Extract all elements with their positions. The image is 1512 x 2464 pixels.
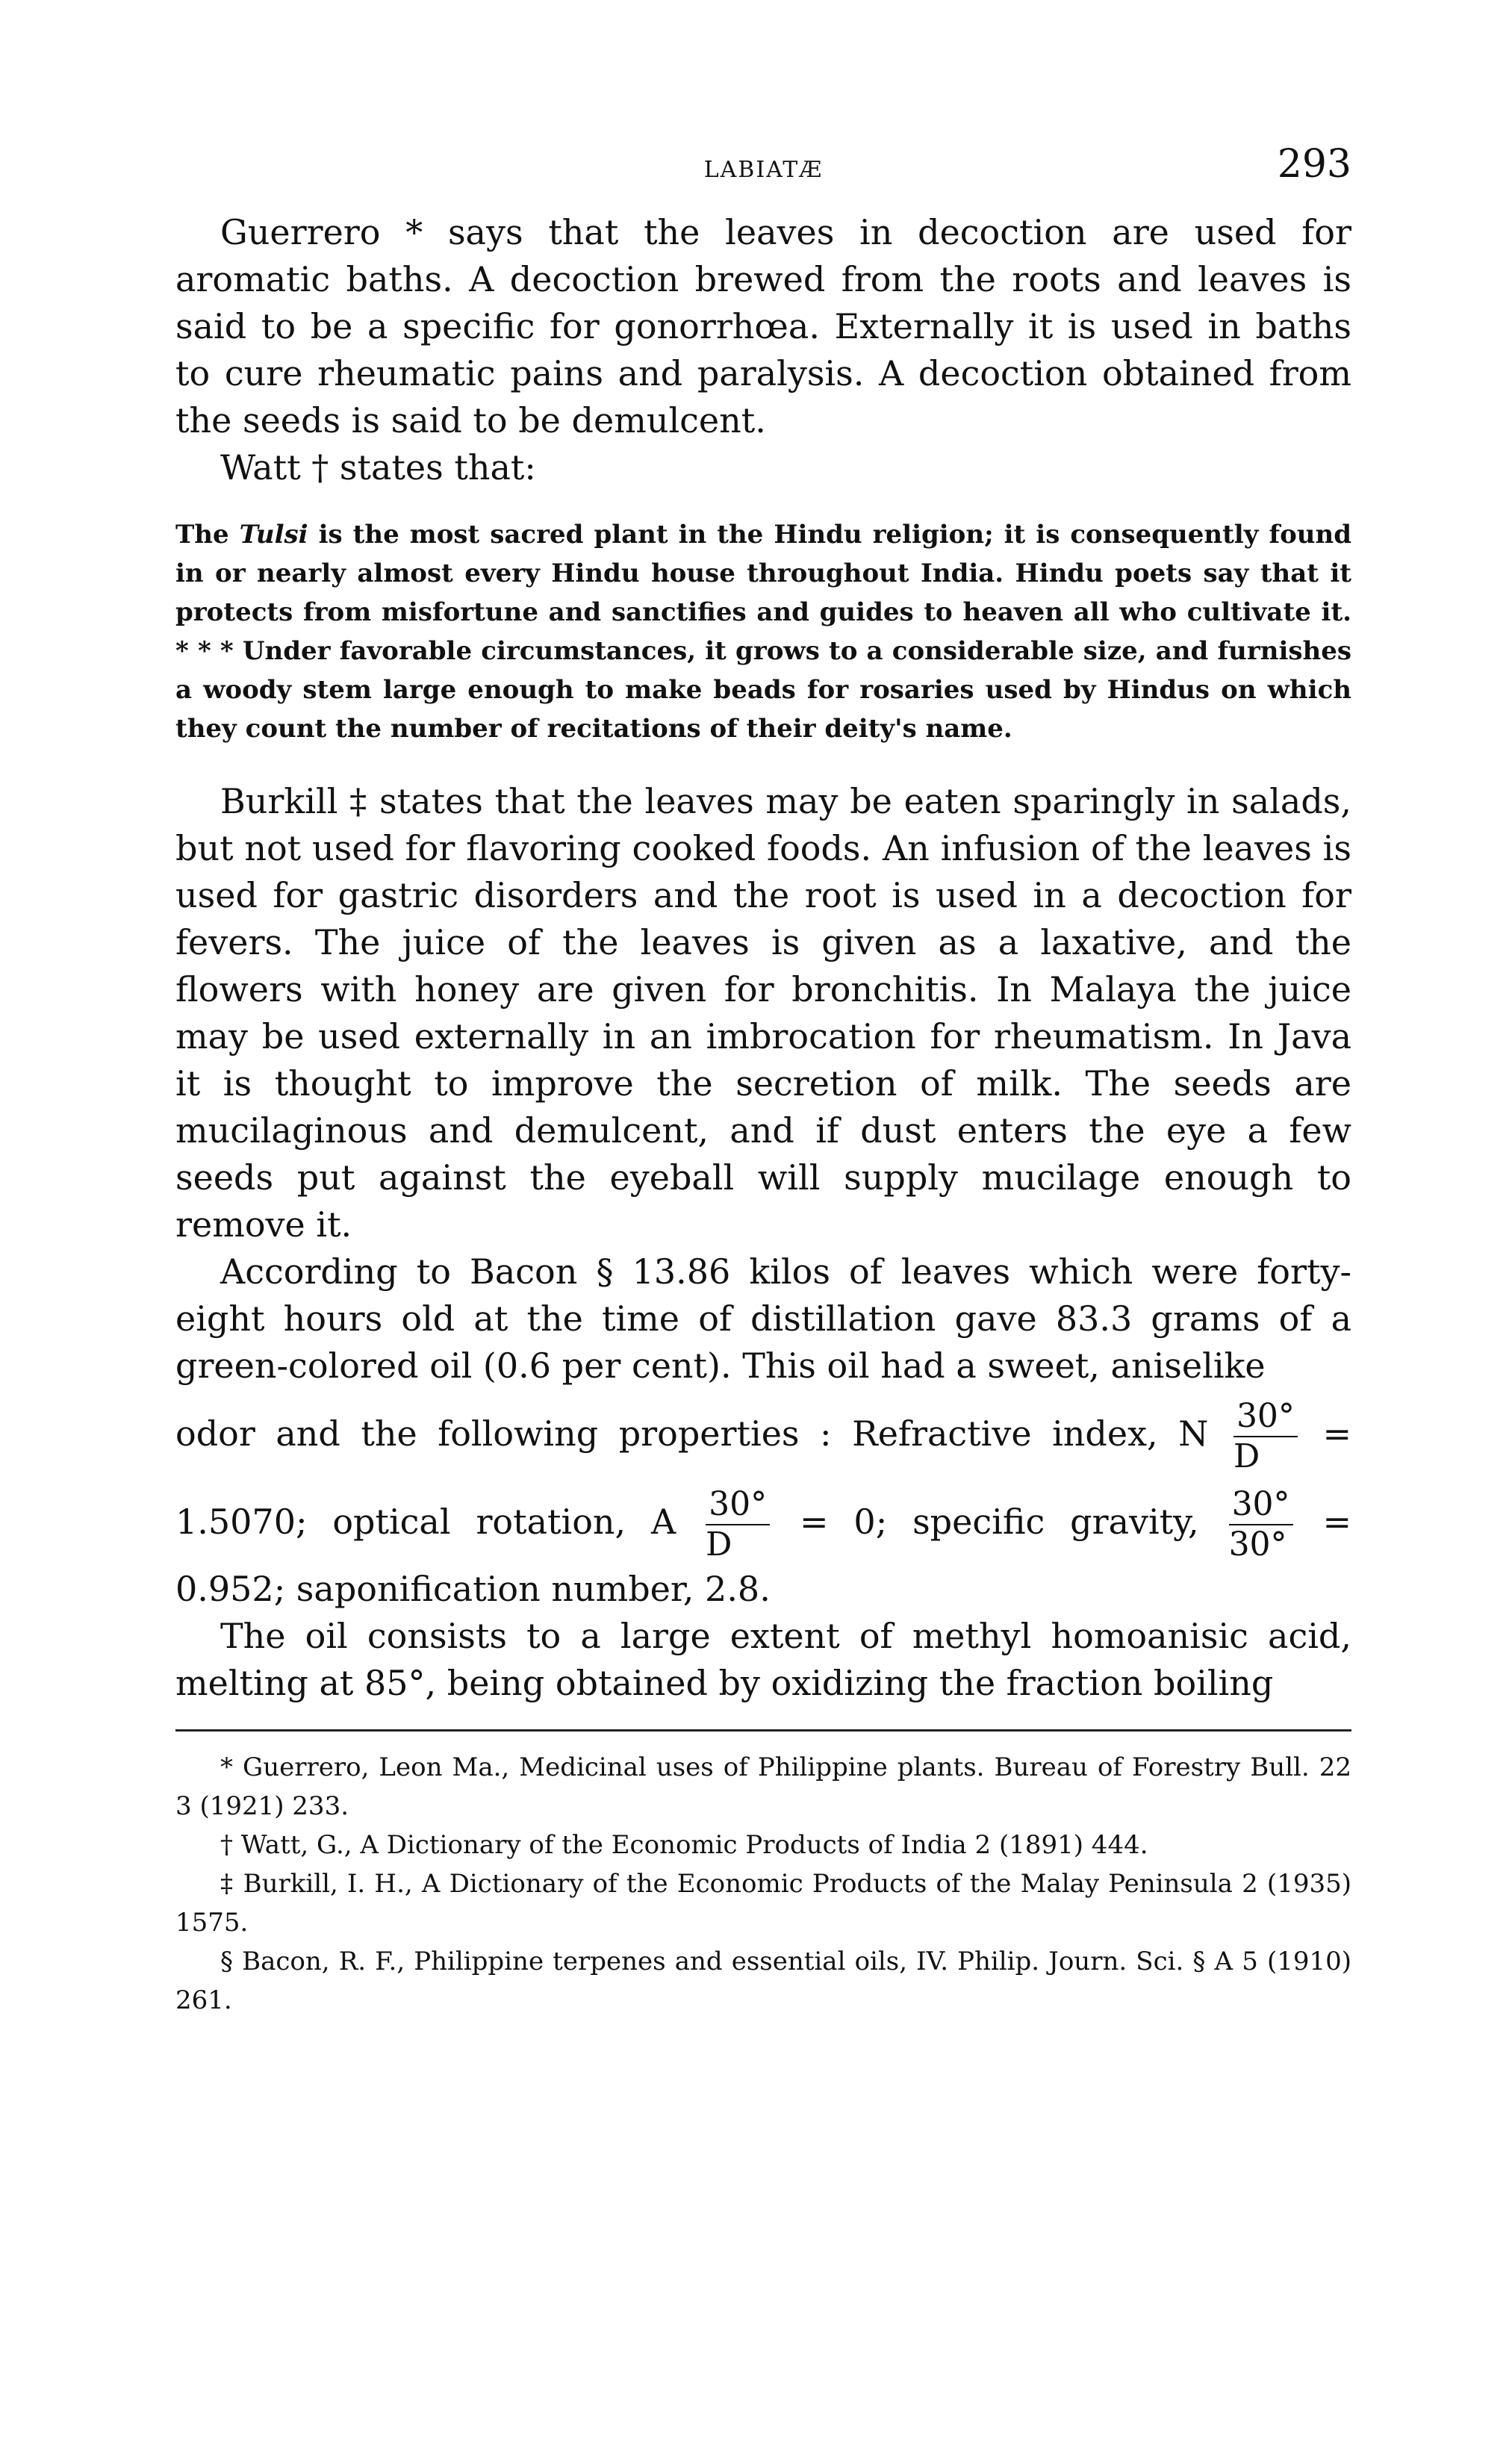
formula-rotation-text: 1.5070; optical rotation, A [175,1502,676,1542]
page [175,142,1351,2020]
paragraph-watt-intro: Watt † states that: [220,447,536,488]
quote-rest: is the most sacred plant in the Hindu religion; it is consequently found in or nearly almost every Hindu house throughout India. Hindu poets say that it protects from misfortune and sanctifies and guides to heaven all who cultivate it. * * * Under favorable circumstances, it grows to a considerable size, and furnishes a woody stem large enough to make beads for rosaries used by Hindus on which they count the number of recitations of their deity's name. [175,520,1351,744]
fraction-gravity [1228,1485,1293,1564]
footnote-divider [175,1729,1351,1732]
body-text [175,209,1351,1707]
paragraph-oil-composition: The oil consists to a large extent of methyl homoanisic acid, melting at 85°, being obtained by oxidizing the fraction boiling [175,1616,1351,1703]
running-head: LABIATÆ [703,157,824,183]
fraction-denominator: 30° [1228,1525,1287,1564]
paragraph-burkill: Burkill ‡ states that the leaves may be eaten sparingly in salads, but not used for flavoring cooked foods. An infusion of the leaves is used for gastric disorders and the root is used in a decoction for fevers. The juice of the leaves is given as a laxative, and the flowers with honey are given for bronchitis. In Malaya the juice may be used externally in an imbrocation for rheumatism. In Java it is thought to improve the secretion of milk. The seeds are mucilaginous and demulcent, and if dust enters the eye a few seeds put against the eyeball will supply mucilage enough to remove it. [175,781,1351,1245]
fraction-refractive [1233,1397,1298,1475]
fraction-denominator: D [706,1525,732,1564]
footnotes [175,1748,1351,2020]
footnote-bacon: § Bacon, R. F., Philippine terpenes and essential oils, IV. Philip. Journ. Sci. § A 5 (1910) 261. [175,1947,1351,2015]
fraction-denominator: D [1233,1437,1260,1475]
page-number: 293 [1277,142,1351,187]
formula-gravity-text: = 0; specific gravity, [800,1502,1199,1542]
equals-sign: = [1322,1413,1352,1454]
fraction-numerator: 30° [1229,1488,1293,1525]
footnote-guerrero: * Guerrero, Leon Ma., Medicinal uses of Philippine plants. Bureau of Forestry Bull. 22 3 (1921) 233. [175,1752,1351,1821]
fraction-numerator: 30° [1233,1400,1298,1437]
footnote-watt: † Watt, G., A Dictionary of the Economic Products of India 2 (1891) 444. [220,1830,1148,1860]
paragraph-saponification: 0.952; saponification number, 2.8. [175,1569,771,1609]
block-quote-watt [175,515,1351,748]
paragraph-guerrero: Guerrero * says that the leaves in decoction are used for aromatic baths. A decoction brewed from the roots and leaves is said to be a specific for gonorrhœa. Externally it is used in baths to cure rheumatic pains and paralysis. A decoction obtained from the seeds is said to be demulcent. [175,212,1351,441]
fraction-rotation [706,1485,770,1564]
fraction-numerator: 30° [706,1488,770,1525]
formula-refractive-text: odor and the following properties : Refractive index, N [175,1413,1209,1454]
paragraph-bacon: According to Bacon § 13.86 kilos of leaves which were forty-eight hours old at the time of distillation gave 83.3 grams of a green-colored oil (0.6 per cent). This oil had a sweet, aniselike [175,1251,1351,1386]
formula-refractive-index [175,1390,1351,1478]
footnote-burkill: ‡ Burkill, I. H., A Dictionary of the Economic Products of the Malay Peninsula 2 (1935) 1575. [175,1869,1351,1938]
formula-rotation-gravity [175,1478,1351,1566]
page-header [175,142,1351,209]
quote-term-tulsi: Tulsi [239,520,308,550]
equals-sign: = [1322,1502,1351,1542]
quote-lead: The [175,520,240,550]
